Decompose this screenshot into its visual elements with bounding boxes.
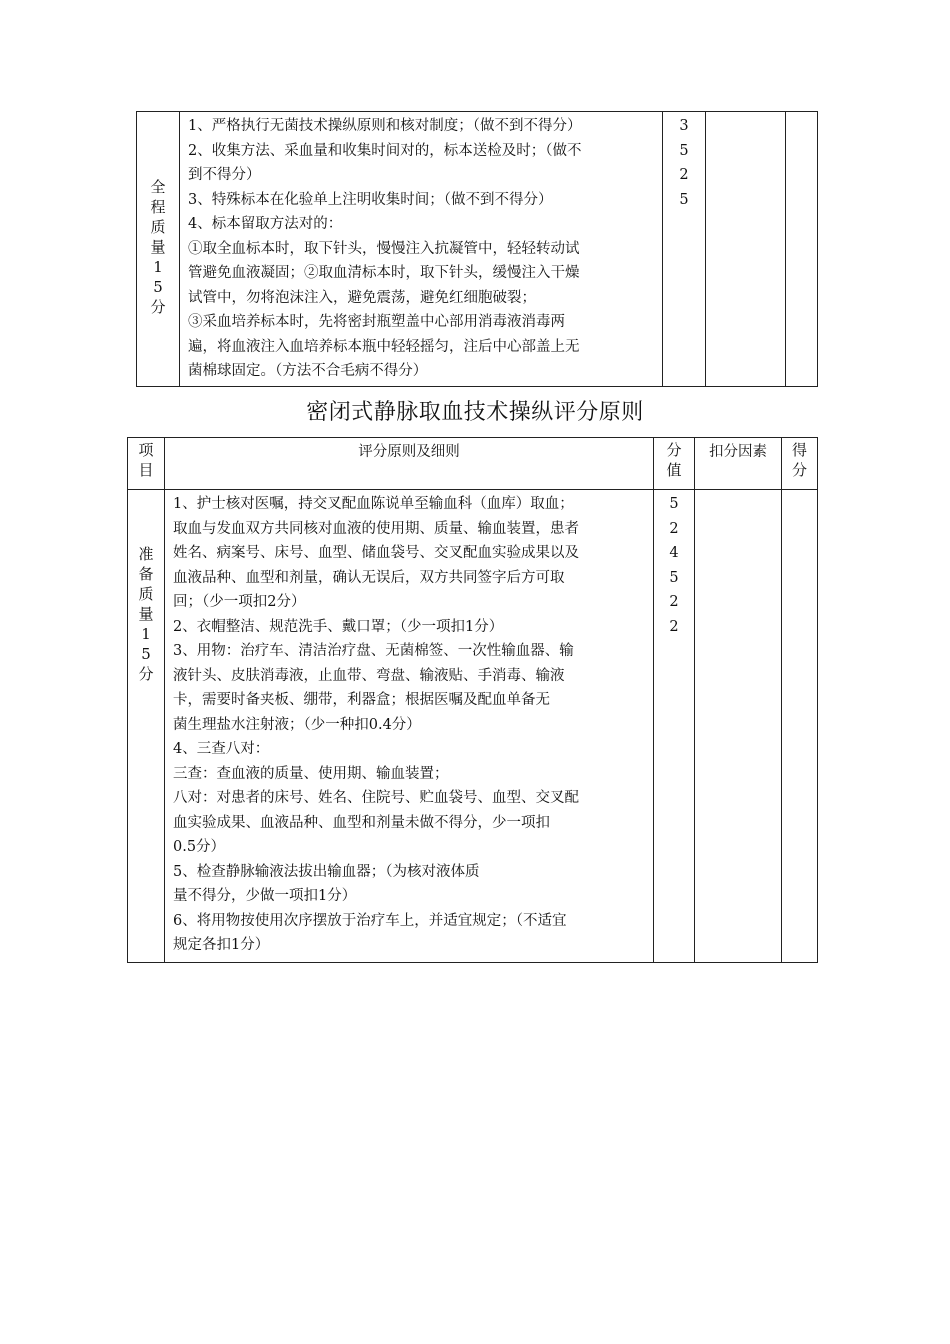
- category-label: 全程质量15分: [150, 178, 166, 317]
- criteria-line: 4、三查八对：: [173, 741, 270, 757]
- criteria-line: 2、收集方法、采血量和收集时间对的，标本送检及时；（做不: [188, 142, 582, 159]
- criteria-line: 1、护士核对医嘱，持交叉配血陈说单至输血科（血库）取血；: [173, 496, 574, 512]
- score-value: 4: [669, 545, 679, 561]
- criteria-line: 试管中，勿将泡沫注入，避免震荡，避免红细胞破裂；: [188, 289, 536, 306]
- criteria-line: 三查：查血液的质量、使用期、输血装置；: [173, 765, 449, 782]
- criteria-line: 菌棉球固定。（方法不合毛病不得分）: [188, 363, 428, 379]
- header-got: 得分: [782, 438, 818, 490]
- criteria-line: ①取全血标本时，取下针头，慢慢注入抗凝管中，轻轻转动试: [188, 240, 580, 257]
- criteria-line: 5、检查静脉输液法拔出输血器；（为核对液体质: [173, 863, 480, 880]
- header-item: 项目: [128, 438, 165, 490]
- criteria-line: 2、衣帽整洁、规范洗手、戴口罩；（少一项扣1分）: [173, 618, 504, 635]
- score-value: 5: [679, 142, 689, 159]
- criteria-line: 姓名、病案号、床号、血型、储血袋号、交叉配血实验成果以及: [173, 545, 579, 561]
- criteria-line: 卡，需要时备夹板、绷带，利器盒；根据医嘱及配血单备无: [173, 692, 550, 708]
- criteria-line: 0.5分）: [173, 839, 226, 855]
- header-points: 分值: [654, 438, 695, 490]
- points-cell: [654, 490, 695, 963]
- criteria-line: 血实验成果、血液品种、血型和剂量未做不得分，少一项扣: [173, 814, 550, 831]
- score-value: 5: [679, 191, 689, 208]
- criteria-line: 取血与发血双方共同核对血液的使用期、质量、输血装置，患者: [173, 520, 579, 537]
- score-value: 2: [669, 594, 679, 610]
- points-cell: [663, 112, 706, 387]
- category-cell: [137, 112, 180, 387]
- got-cell: [782, 490, 818, 963]
- criteria-line: ③采血培养标本时，先将密封瓶塑盖中心部用消毒液消毒两: [188, 314, 565, 330]
- score-value: 5: [669, 569, 679, 586]
- header-criteria: 评分原则及细则: [165, 438, 654, 490]
- criteria-line: 菌生理盐水注射液；（少一种扣0.4分）: [173, 716, 421, 733]
- criteria-line: 血液品种、血型和剂量，确认无误后，双方共同签字后方可取: [173, 569, 565, 586]
- criteria-line: 遍，将血液注入血培养标本瓶中轻轻摇匀，注后中心部盖上无: [188, 338, 580, 355]
- criteria-line: 1、严格执行无菌技术操纵原则和核对制度；（做不到不得分）: [188, 118, 582, 134]
- criteria-line: 回；（少一项扣2分）: [173, 594, 306, 610]
- page-title: 密闭式静脉取血技术操纵评分原则: [306, 400, 644, 425]
- score-value: 2: [669, 618, 679, 635]
- criteria-line: 管避免血液凝固；②取血清标本时，取下针头，缓慢注入干燥: [188, 265, 580, 281]
- score-value: 2: [669, 520, 679, 537]
- table-section2: [127, 437, 818, 963]
- criteria-cell: [165, 490, 654, 963]
- criteria-line: 6、将用物按使用次序摆放于治疗车上，并适宜规定；（不适宜: [173, 912, 567, 929]
- deduction-cell: [695, 490, 782, 963]
- criteria-line: 4、标本留取方法对的：: [188, 216, 343, 232]
- criteria-cell: [180, 112, 663, 387]
- criteria-line: 到不得分）: [188, 167, 261, 183]
- criteria-line: 3、用物：治疗车、清洁治疗盘、无菌棉签、一次性输血器、输: [173, 643, 574, 659]
- criteria-line: 八对：对患者的床号、姓名、住院号、贮血袋号、血型、交叉配: [173, 790, 579, 806]
- criteria-line: 规定各扣1分）: [173, 937, 270, 953]
- category-cell: [128, 490, 165, 963]
- criteria-line: 量不得分，少做一项扣1分）: [173, 888, 357, 904]
- deduction-cell: [706, 112, 786, 387]
- category-label: 准备质量15分: [138, 545, 154, 683]
- table-section1: [136, 111, 818, 387]
- criteria-line: 液针头、皮肤消毒液，止血带、弯盘、输液贴、手消毒、输液: [173, 667, 565, 684]
- score-value: 5: [669, 496, 679, 512]
- header-deduction: 扣分因素: [695, 438, 782, 490]
- score-value: 3: [679, 118, 689, 134]
- criteria-line: 3、特殊标本在化验单上注明收集时间；（做不到不得分）: [188, 191, 553, 208]
- score-value: 2: [679, 167, 689, 183]
- got-cell: [786, 112, 818, 387]
